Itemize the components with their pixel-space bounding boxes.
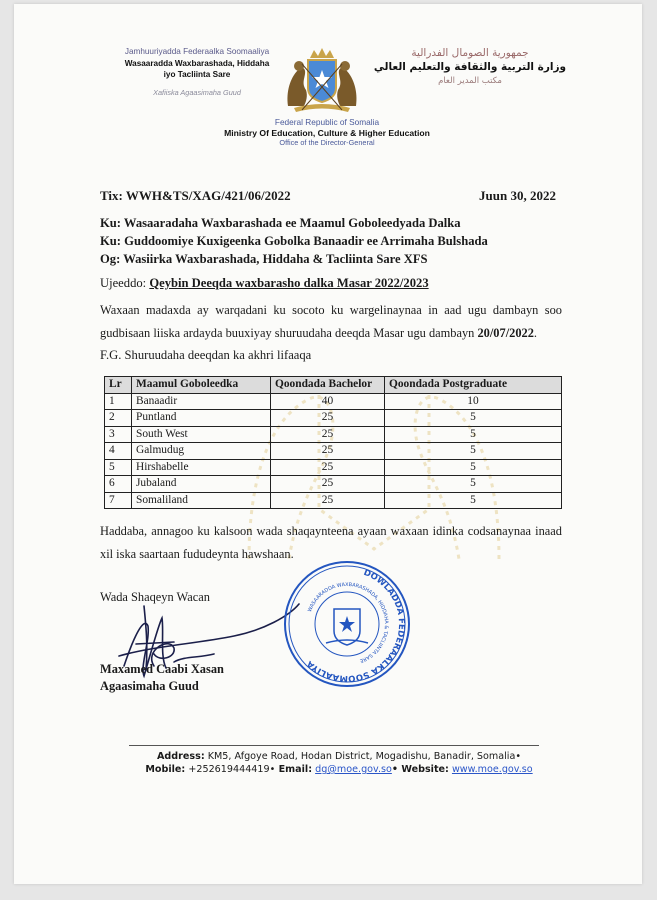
table-cell: 5 bbox=[385, 426, 562, 443]
table-cell: 25 bbox=[271, 476, 385, 493]
table-cell: Puntland bbox=[132, 410, 271, 427]
table-row bbox=[105, 426, 562, 443]
addressee-line: Ku: Guddoomiye Kuxigeenka Gobolka Banaadir ee Arrimaha Bulshada bbox=[100, 234, 488, 248]
header-english-block bbox=[212, 117, 442, 149]
table-cell: 2 bbox=[105, 410, 132, 427]
table-cell: South West bbox=[132, 426, 271, 443]
quota-table bbox=[104, 376, 562, 509]
header-english-line: Federal Republic of Somalia bbox=[274, 117, 380, 127]
email-label: Email: bbox=[275, 764, 313, 775]
table-row bbox=[105, 393, 562, 410]
table-row bbox=[105, 443, 562, 460]
header-english-line: Ministry Of Education, Culture & Higher Education bbox=[224, 127, 430, 138]
mobile-label: Mobile: bbox=[145, 764, 186, 775]
deadline-date: 20/07/2022 bbox=[477, 326, 534, 340]
table-cell: 25 bbox=[271, 410, 385, 427]
table-cell: 25 bbox=[271, 443, 385, 460]
header-arabic-office: مكتب المدير العام bbox=[438, 76, 502, 86]
table-cell: Galmudug bbox=[132, 443, 271, 460]
footer-divider bbox=[129, 745, 539, 746]
header-somali-line: Wasaaradda Waxbarashada, Hiddaha bbox=[124, 58, 270, 68]
coat-of-arms-icon bbox=[284, 44, 360, 114]
reference-number: Tix: WWH&TS/XAG/421/06/2022 bbox=[100, 188, 291, 203]
column-header: Maamul Goboleedka bbox=[132, 377, 271, 394]
table-cell: Somaliland bbox=[132, 492, 271, 509]
website-label: • Website: bbox=[391, 764, 449, 775]
table-cell: 10 bbox=[385, 393, 562, 410]
note-line: F.G. Shuruudaha deeqdan ka akhri lifaaqa bbox=[100, 348, 312, 362]
official-stamp-icon bbox=[282, 559, 412, 689]
header-somali-line: iyo Tacliinta Sare bbox=[163, 70, 231, 79]
subject-value: Qeybin Deeqda waxbarasho dalka Masar 2022/2023 bbox=[149, 276, 429, 290]
table-row bbox=[105, 492, 562, 509]
table-cell: 1 bbox=[105, 393, 132, 410]
stamp-text-inner: WASAARADDA WAXBARASHADA, HIDDAHA & TACLIINTA SARE bbox=[307, 581, 390, 664]
letter-page bbox=[14, 4, 642, 884]
table-cell: 25 bbox=[271, 459, 385, 476]
signer-name: Maxamed Caabi Xasan bbox=[100, 662, 224, 676]
table-row bbox=[105, 476, 562, 493]
header-english-office: Office of the Director-General bbox=[279, 138, 375, 147]
body-paragraph bbox=[100, 299, 562, 345]
mobile-value: +252619444419• bbox=[185, 764, 276, 775]
email-link[interactable]: dg@moe.gov.so bbox=[315, 764, 392, 775]
body-paragraph-text: Waxaan madaxda ay warqadani ku socoto ku wargelinaynaa in aad ugu dambayn soo gudbisaan liiska ardayda buuxiyay shuruudaha deeqda Masar ugu dambayn bbox=[100, 303, 562, 340]
header-arabic-line: وزارة التربية والثقافة والتعليم العالي bbox=[373, 61, 567, 73]
subject-line bbox=[100, 276, 429, 291]
header-somali-block bbox=[112, 46, 282, 98]
table-row bbox=[105, 459, 562, 476]
closing-paragraph: Haddaba, annagoo ku kalsoon wada shaqaynteena ayaan waxaan idinka codsanaynaa inaad xil iska saartaan fududeynta hawshaan. bbox=[100, 524, 562, 561]
header-arabic-block bbox=[370, 46, 570, 88]
closing-salutation: Wada Shaqeyn Wacan bbox=[100, 590, 210, 604]
column-header: Qoondada Bachelor bbox=[271, 377, 385, 394]
address-value: KM5, Afgoye Road, Hodan District, Mogadishu, Banadir, Somalia• bbox=[204, 751, 521, 762]
subject-label: Ujeeddo: bbox=[100, 276, 150, 290]
addressee-line: Ku: Wasaaradaha Waxbarashada ee Maamul Goboleedyada Dalka bbox=[100, 216, 461, 230]
table-cell: 25 bbox=[271, 426, 385, 443]
header-arabic-line: جمهورية الصومال الفدرالية bbox=[411, 47, 529, 59]
column-header: Lr bbox=[105, 377, 132, 394]
table-header-row bbox=[105, 377, 562, 394]
addressee-line: Og: Wasiirka Waxbarashada, Hiddaha & Tacliinta Sare XFS bbox=[100, 252, 428, 266]
table-cell: 5 bbox=[385, 443, 562, 460]
stamp-text-outer: DOWLADDA FEDERAALKA SOOMAALIYA bbox=[305, 567, 407, 684]
table-cell: 5 bbox=[105, 459, 132, 476]
footer-contacts bbox=[129, 763, 549, 776]
table-cell: 6 bbox=[105, 476, 132, 493]
table-cell: 3 bbox=[105, 426, 132, 443]
address-label: Address: bbox=[157, 751, 205, 762]
table-cell: 25 bbox=[271, 492, 385, 509]
table-cell: 40 bbox=[271, 393, 385, 410]
table-cell: Hirshabelle bbox=[132, 459, 271, 476]
signer-title: Agaasimaha Guud bbox=[100, 679, 199, 693]
header-somali-line: Jamhuuriyadda Federaalka Soomaaliya bbox=[124, 47, 270, 56]
table-row bbox=[105, 410, 562, 427]
table-cell: 4 bbox=[105, 443, 132, 460]
header-somali-office: Xafiiska Agaasimaha Guud bbox=[153, 87, 241, 97]
table-cell: 5 bbox=[385, 492, 562, 509]
table-cell: Jubaland bbox=[132, 476, 271, 493]
table-cell: 7 bbox=[105, 492, 132, 509]
website-link[interactable]: www.moe.gov.so bbox=[451, 764, 533, 775]
body-paragraph-end: . bbox=[533, 326, 538, 340]
column-header: Qoondada Postgraduate bbox=[385, 377, 562, 394]
table-cell: 5 bbox=[385, 459, 562, 476]
table-cell: 5 bbox=[385, 476, 562, 493]
footer-address bbox=[129, 750, 549, 763]
table-cell: Banaadir bbox=[132, 393, 271, 410]
letter-date: Juun 30, 2022 bbox=[479, 188, 556, 203]
table-cell: 5 bbox=[385, 410, 562, 427]
